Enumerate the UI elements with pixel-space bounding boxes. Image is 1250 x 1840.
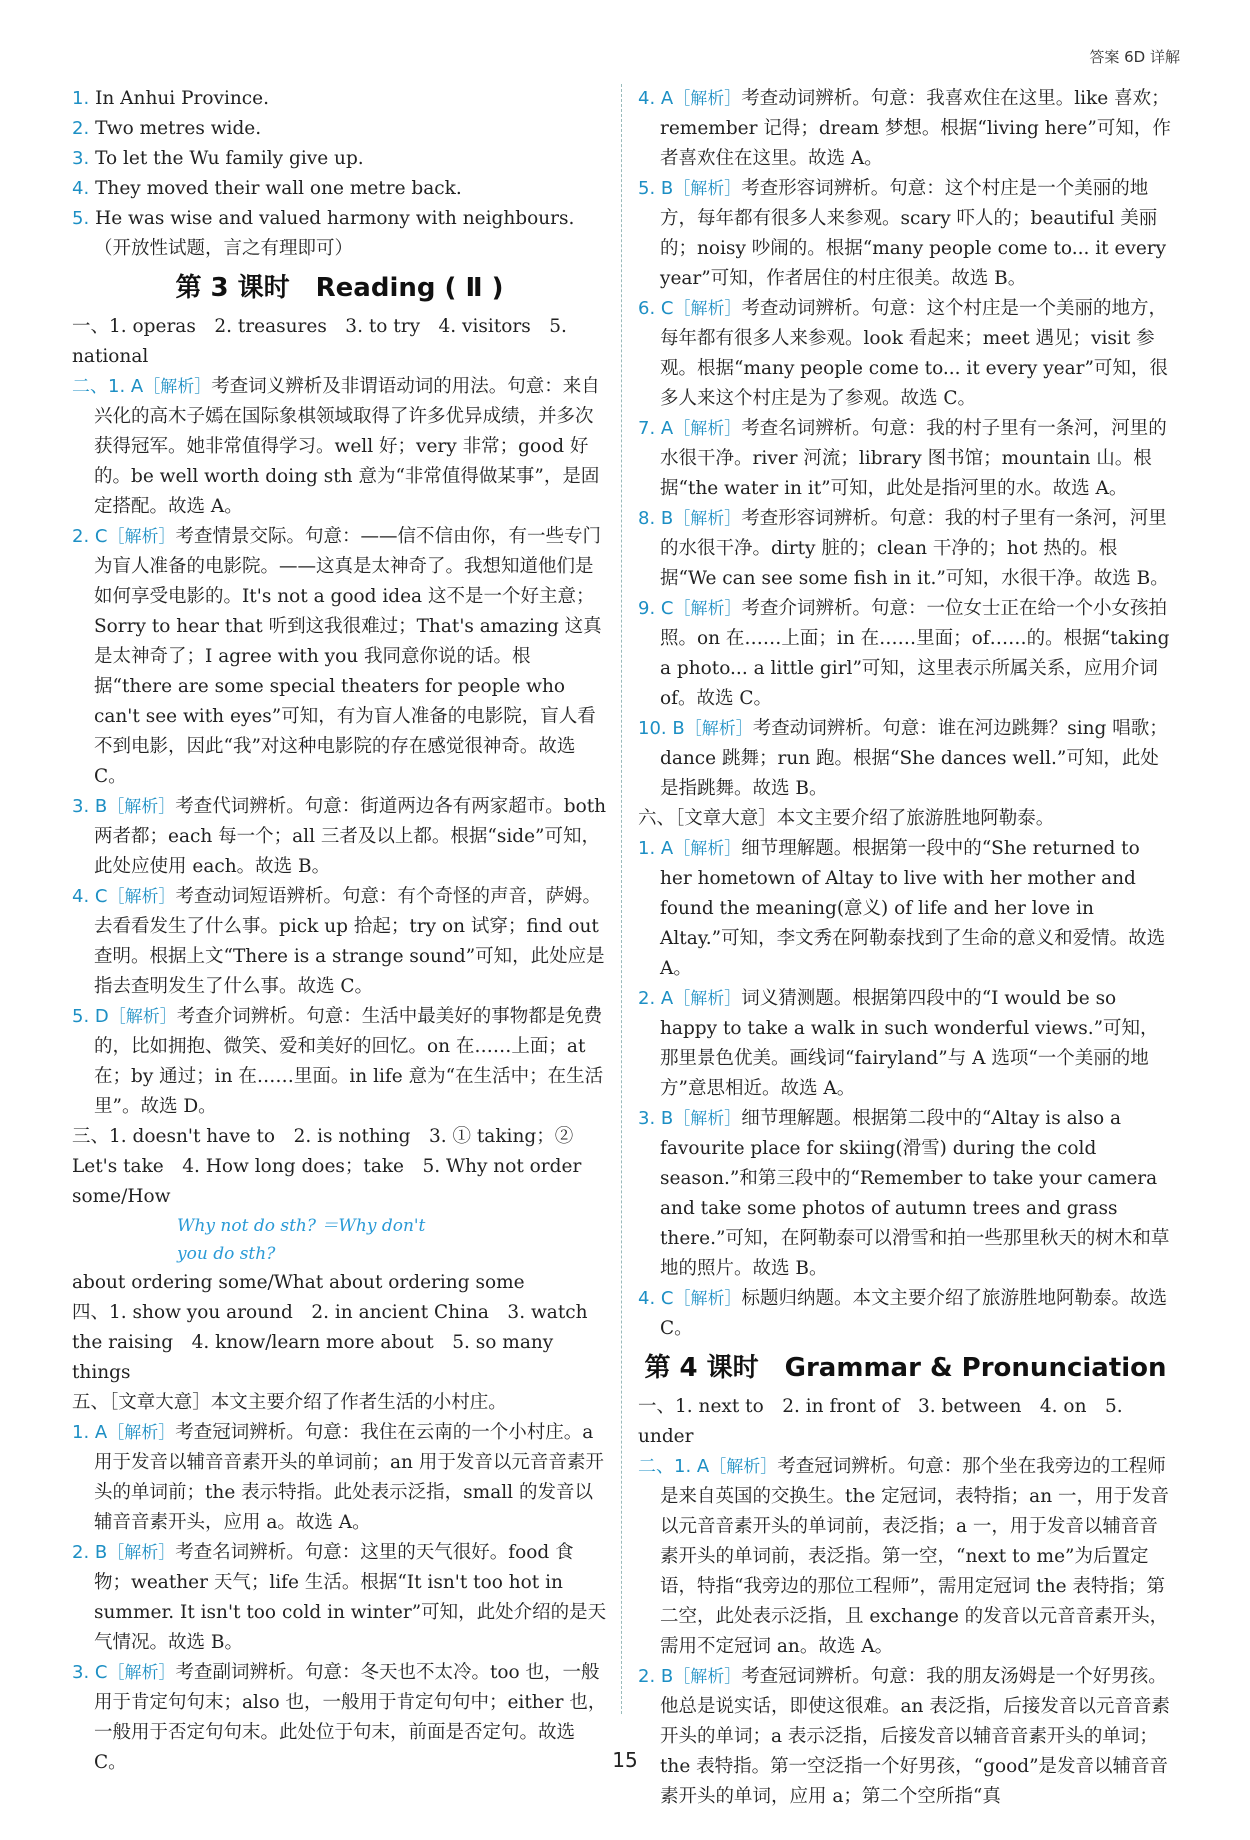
list-item: 3. To let the Wu family give up. xyxy=(72,148,364,169)
part-1-answers: 一、1. operas 2. treasures 3. to try 4. visitors 5. national xyxy=(72,316,567,367)
list-item: 2. Two metres wide. xyxy=(72,118,262,139)
column-divider xyxy=(621,84,622,1714)
section-title-lesson-4: 第 4 课时 Grammar & Pronunciation xyxy=(644,1353,1167,1383)
list-item: 2. C［解析］考查情景交际。句意：——信不信由你，有一些专门为盲人准备的电影院。——这真是太神奇了。我想知道他们是如何享受电影的。It's not a good idea 这不是一个好主意；Sorry to hear that 听到这我很难过；That's amazing 这真是太神奇了；I agree with you 我同意你说的话。根据“there are some special theaters for people who can't see with eyes”可知，有为盲人准备的电影院，盲人看不到电影，因此“我”对这种电影院的存在感觉很神奇。故选 C。 xyxy=(72,526,602,787)
list-item: 5. He was wise and valued harmony with neighbours.（开放性试题，言之有理即可） xyxy=(72,208,575,259)
list-item: 8. B［解析］考查形容词辨析。句意：我的村子里有一条河，河里的水很干净。dirty 脏的；clean 干净的；hot 热的。根据“We can see some fish in it.”可知，水很干净。故选 B。 xyxy=(638,508,1169,589)
list-item: 4. C［解析］标题归纳题。本文主要介绍了旅游胜地阿勒泰。故选 C。 xyxy=(638,1288,1167,1339)
part-1-answers: 一、1. next to 2. in front of 3. between 4. on 5. under xyxy=(638,1396,1123,1447)
list-item: 1. A［解析］细节理解题。根据第一段中的“She returned to her hometown of Altay to live with her mother and found the meaning(意义) of life and her love in Altay.”可知，李文秀在阿勒泰找到了生命的意义和爱情。故选 A。 xyxy=(638,838,1166,979)
handwritten-note: Why not do sth? ＝Why don't you do sth? xyxy=(177,1216,426,1264)
list-item: 二、1. A［解析］考查词义辨析及非谓语动词的用法。句意：来自兴化的高木子嫣在国际象棋领域取得了许多优异成绩，并多次获得冠军。她非常值得学习。well 好；very 非常；good 好的。be well worth doing sth 意为“非常值得做某事”，是固定搭配。故选 A。 xyxy=(72,376,600,517)
list-item: 3. B［解析］细节理解题。根据第二段中的“Altay is also a favourite place for skiing(滑雪) during the cold season.”和第三段中的“Remember to take your camera and take some photos of autumn trees and grass there.”可知，在阿勒泰可以滑雪和拍一些那里秋天的树木和草地的照片。故选 B。 xyxy=(638,1108,1170,1279)
list-item: 5. D［解析］考查介词辨析。句意：生活中最美好的事物都是免费的，比如拥抱、微笑、爱和美好的回忆。on 在……上面；at 在；by 通过；in 在……里面。in life 意为“在生活中；在生活里”。故选 D。 xyxy=(72,1006,604,1117)
part-6-summary: 六、［文章大意］本文主要介绍了旅游胜地阿勒泰。 xyxy=(638,808,1055,829)
list-item: 3. C［解析］考查副词辨析。句意：冬天也不太冷。too 也，一般用于肯定句句末；also 也，一般用于肯定句句中；either 也，一般用于否定句句末。此处位于句末，前面是否定句。故选 C。 xyxy=(72,1662,607,1773)
list-item: 10. B［解析］考查动词辨析。句意：谁在河边跳舞？sing 唱歌；dance 跳舞；run 跑。根据“She dances well.”可知，此处是指跳舞。故选 B。 xyxy=(638,718,1168,799)
answers-top xyxy=(72,84,607,264)
list-item: 1. A［解析］考查冠词辨析。句意：我住在云南的一个小村庄。a 用于发音以辅音音素开头的单词前；an 用于发音以元音音素开头的单词前；the 表示特指。此处表示泛指，small 的发音以辅音音素开头，应用 a。故选 A。 xyxy=(72,1422,604,1533)
page-header: 答案 6D 详解 xyxy=(1089,48,1180,66)
list-item: 7. A［解析］考查名词辨析。句意：我的村子里有一条河，河里的水很干净。river 河流；library 图书馆；mountain 山。根据“the water in it”可知，此处是指河里的水。故选 A。 xyxy=(638,418,1167,499)
part-4-answers: 四、1. show you around 2. in ancient China 3. watch the raising 4. know/learn more about 5. so many things xyxy=(72,1302,588,1383)
list-item: 6. C［解析］考查动词辨析。句意：这个村庄是一个美丽的地方，每年都有很多人来参观。look 看起来；meet 遇见；visit 参观。根据“many people come to... it every year”可知，很多人来这个村庄是为了参观。故选 C。 xyxy=(638,298,1168,409)
list-item: 1. In Anhui Province. xyxy=(72,88,269,109)
list-item: 4. C［解析］考查动词短语辨析。句意：有个奇怪的声音，萨姆。去看看发生了什么事。pick up 拾起；try on 试穿；find out 查明。根据上文“There is a strange sound”可知，此处应是指去查明发生了什么事。故选 C。 xyxy=(72,886,605,997)
list-item: 4. They moved their wall one metre back. xyxy=(72,178,462,199)
list-item: 5. B［解析］考查形容词辨析。句意：这个村庄是一个美丽的地方，每年都有很多人来参观。scary 吓人的；beautiful 美丽的；noisy 吵闹的。根据“many people come to... it every year”可知，作者居住的村庄很美。故选 B。 xyxy=(638,178,1167,289)
list-item: 4. A［解析］考查动词辨析。句意：我喜欢住在这里。like 喜欢；remember 记得；dream 梦想。根据“living here”可知，作者喜欢住在这里。故选 A。 xyxy=(638,88,1171,169)
list-item: 9. C［解析］考查介词辨析。句意：一位女士正在给一个小女孩拍照。on 在……上面；in 在……里面；of……的。根据“taking a photo... a little girl”可知，这里表示所属关系，应用介词 of。故选 C。 xyxy=(638,598,1170,709)
section-title-lesson-3: 第 3 课时 Reading ( Ⅱ ) xyxy=(175,273,504,303)
list-item: 二、1. A［解析］考查冠词辨析。句意：那个坐在我旁边的工程师是来自英国的交换生。the 定冠词，表特指；an 一，用于发音以元音音素开头的单词前，表泛指；a 一，用于发音以辅音音素开头的单词前，表泛指。第一空，“next to me”为后置定语，特指“我旁边的那位工程师”，需用定冠词 the 表特指；第二空，此处表示泛指，且 exchange 的发音以元音音素开头，需用不定冠词 an。故选 A。 xyxy=(638,1456,1170,1657)
list-item: 2. B［解析］考查冠词辨析。句意：我的朋友汤姆是一个好男孩。他总是说实话，即使这很难。an 表泛指，后接发音以元音音素开头的单词；a 表示泛指，后接发音以辅音音素开头的单词；the 表特指。第一空泛指一个好男孩，“good”是发音以辅音音素开头的单词，应用 a；第二个空所指“真 xyxy=(638,1666,1170,1807)
list-item: 3. B［解析］考查代词辨析。句意：街道两边各有两家超市。both 两者都；each 每一个；all 三者及以上都。根据“side”可知，此处应使用 each。故选 B。 xyxy=(72,796,607,877)
list-item: 2. A［解析］词义猜测题。根据第四段中的“I would be so happy to take a walk in such wonderful views.”可知，那里景色优美。画线词“fairyland”与 A 选项“一个美丽的地方”意思相近。故选 A。 xyxy=(638,988,1159,1099)
page-number: 15 xyxy=(612,1748,638,1772)
left-column xyxy=(72,84,607,1778)
right-column xyxy=(638,84,1173,1812)
part-3-answers-cont: about ordering some/What about ordering some xyxy=(72,1272,525,1293)
part-3-answers: 三、1. doesn't have to 2. is nothing 3. ① taking；② Let's take 4. How long does；take 5. Why not order some/How xyxy=(72,1126,582,1207)
list-item: 2. B［解析］考查名词辨析。句意：这里的天气很好。food 食物；weather 天气；life 生活。根据“It isn't too hot in summer. It isn't too cold in winter”可知，此处介绍的是天气情况。故选 B。 xyxy=(72,1542,607,1653)
part-5-summary: 五、［文章大意］本文主要介绍了作者生活的小村庄。 xyxy=(72,1392,507,1413)
